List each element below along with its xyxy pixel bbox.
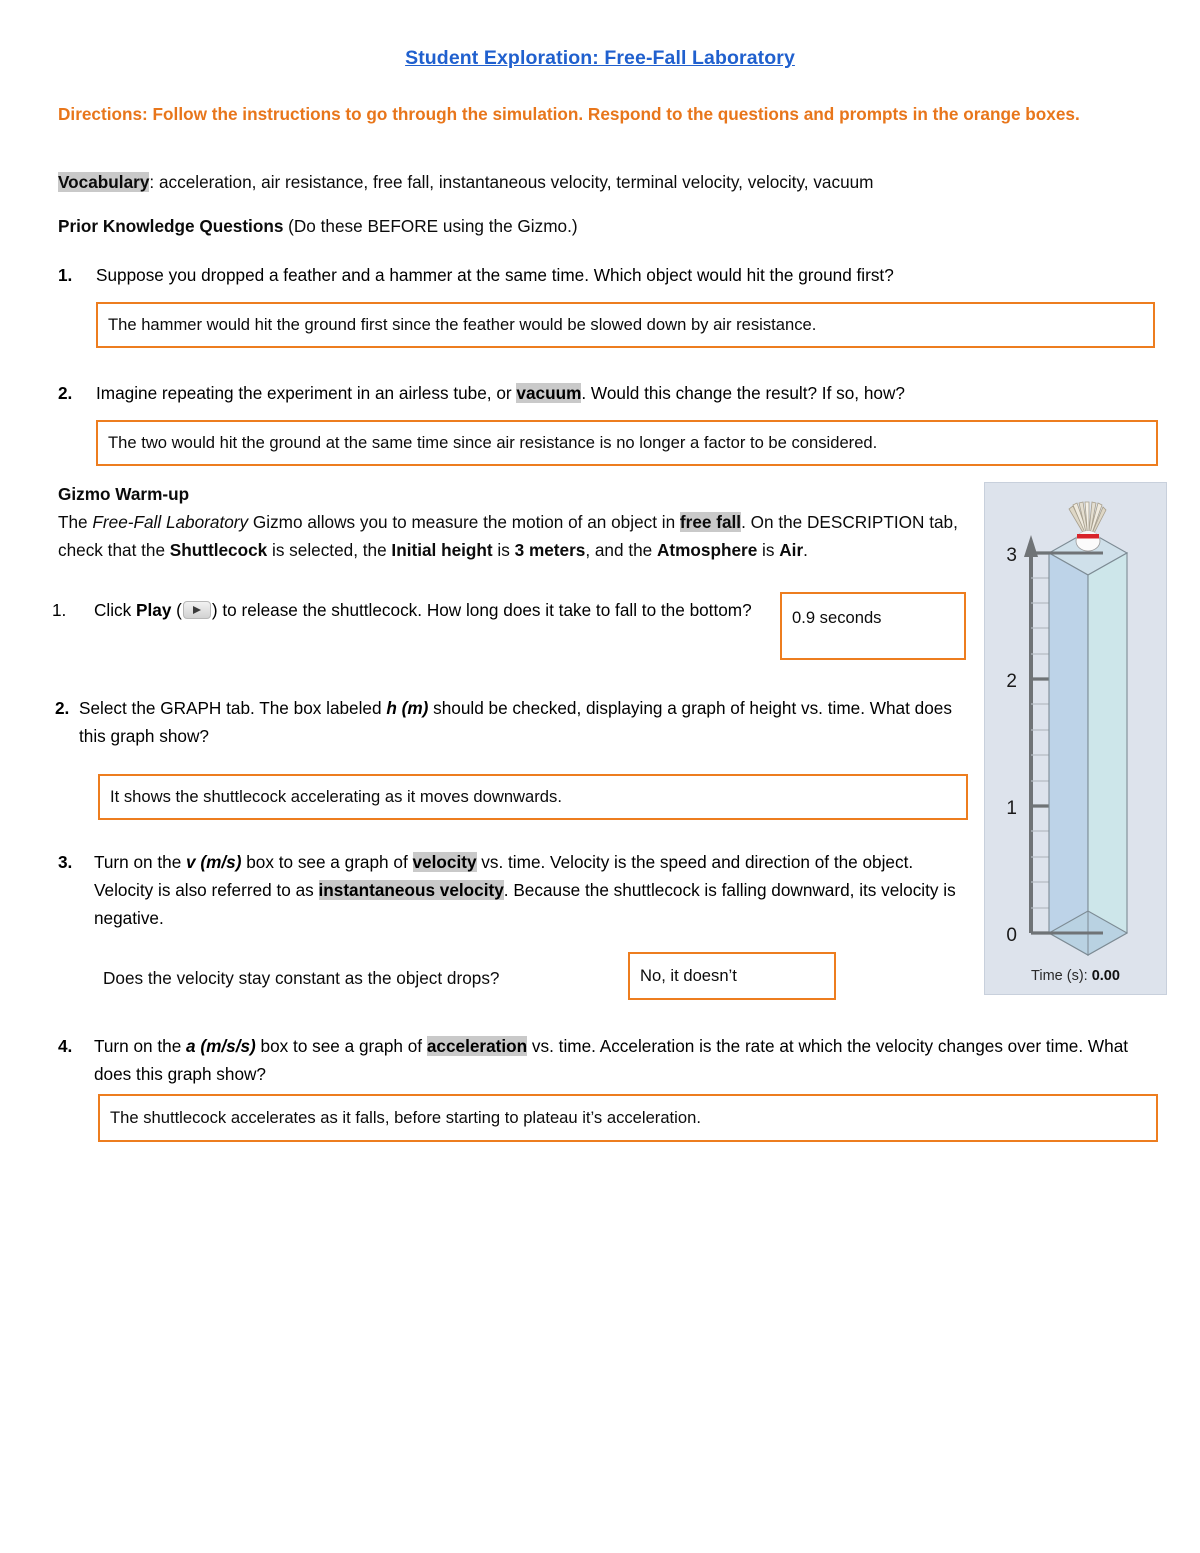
- warmup-para-3: . On the DESCRIPTION tab, check that the: [58, 512, 958, 560]
- prior-answer-box-1[interactable]: [96, 302, 1155, 348]
- page-title: Student Exploration: Free-Fall Laboratory: [405, 47, 795, 69]
- gizmo-tube-diagram: [985, 483, 1166, 994]
- warmup-para-5: is: [492, 540, 515, 560]
- prior-question-2-number: 2.: [58, 383, 73, 403]
- prior-answer-1-text: The hammer would hit the ground first since the feather would be slowed down by air resistance.: [108, 315, 817, 334]
- vocabulary-line: [58, 168, 1148, 196]
- prior-question-1: [58, 261, 1058, 289]
- axis-tick-3: 3: [1006, 545, 1017, 566]
- warmup-item-3-text: [94, 848, 963, 932]
- vocabulary-terms: acceleration, air resistance, free fall, instantaneous velocity, terminal velocity, velocity, vacuum: [158, 172, 874, 192]
- warmup-item-2-text-2: should be checked, displaying a graph of height vs. time. What does this graph show?: [79, 698, 952, 746]
- warmup-para-bold-5: Air: [779, 540, 804, 560]
- warmup-item-4-text-3: vs. time. Acceleration is the rate at which the velocity changes over time. What does this graph show?: [94, 1036, 1129, 1084]
- prior-question-2-highlight: vacuum: [516, 383, 582, 403]
- time-readout: [985, 968, 1166, 984]
- prior-question-2-prompt-part2: . Would this change the result? If so, how?: [581, 383, 905, 403]
- prior-answer-2-text: The two would hit the ground at the same time since air resistance is no longer a factor to be considered.: [108, 433, 878, 452]
- warmup-item-2-text-1: Select the GRAPH tab. The box labeled: [79, 698, 387, 718]
- warmup-para-bold-4: Atmosphere: [657, 540, 758, 560]
- vocabulary-label: Vocabulary: [58, 172, 150, 192]
- warmup-item-1-number: 1.: [52, 600, 67, 620]
- warmup-para-italic: Free-Fall Laboratory: [92, 512, 249, 532]
- warmup-item-2-text: [79, 694, 965, 750]
- warmup-heading: [58, 480, 958, 508]
- prior-question-2-prompt-part1: Imagine repeating the experiment in an airless tube, or: [96, 383, 517, 403]
- gizmo-simulation-panel[interactable]: [984, 482, 1167, 995]
- prior-knowledge-heading: [58, 212, 1148, 240]
- warmup-answer-4-text: The shuttlecock accelerates as it falls, before starting to plateau it’s acceleration.: [110, 1108, 701, 1127]
- warmup-item-3-text-1: Turn on the: [94, 852, 187, 872]
- warmup-answer-3-text: No, it doesn’t: [640, 966, 737, 985]
- warmup-para-bold-1: Shuttlecock: [169, 540, 268, 560]
- play-icon[interactable]: [183, 601, 211, 619]
- warmup-para-6: , and the: [585, 540, 657, 560]
- warmup-para-1: The: [58, 512, 93, 532]
- warmup-item-3-number: 3.: [58, 852, 73, 872]
- directions-text: Directions: Follow the instructions to go through the simulation. Respond to the questions and prompts in the orange boxes.: [58, 104, 1080, 124]
- warmup-answer-1-text: 0.9 seconds: [792, 608, 882, 627]
- warmup-answer-box-1[interactable]: [780, 592, 966, 660]
- prior-knowledge-heading-bold: Prior Knowledge Questions: [58, 216, 289, 236]
- prior-question-2: [58, 379, 1108, 407]
- warmup-para-2: Gizmo allows you to measure the motion of an object in: [248, 512, 680, 532]
- warmup-item-2-bolditalic: h (m): [386, 698, 429, 718]
- axis-tick-1: 1: [1006, 798, 1017, 819]
- axis-tick-2: 2: [1006, 671, 1017, 692]
- warmup-paragraph: [58, 508, 963, 564]
- warmup-item-1-bold: Play: [136, 600, 172, 620]
- time-readout-label: Time (s):: [1031, 968, 1092, 984]
- prior-question-1-prompt: Suppose you dropped a feather and a hammer at the same time. Which object would hit the ground first?: [96, 265, 894, 285]
- prior-question-2-prompt: [96, 379, 1108, 407]
- warmup-item-4-bolditalic: a (m/s/s): [186, 1036, 256, 1056]
- warmup-answer-box-3[interactable]: [628, 952, 836, 1000]
- warmup-heading-text: Gizmo Warm-up: [58, 484, 190, 504]
- warmup-item-4-highlight-1: acceleration: [426, 1036, 528, 1056]
- warmup-item-3-bolditalic: v (m/s): [186, 852, 242, 872]
- warmup-para-4: is selected, the: [267, 540, 392, 560]
- warmup-para-bold-3: 3 meters: [514, 540, 586, 560]
- axis-tick-0: 0: [1006, 925, 1017, 946]
- warmup-item-1-text: [94, 596, 772, 624]
- warmup-item-1-text-1: Click: [94, 600, 137, 620]
- warmup-item-1-text-2: (: [171, 600, 182, 620]
- warmup-item-4-number: 4.: [58, 1036, 73, 1056]
- warmup-para-7: is: [757, 540, 780, 560]
- prior-answer-box-2[interactable]: [96, 420, 1158, 466]
- warmup-item-4: [58, 1032, 1158, 1088]
- warmup-answer-2-text: It shows the shuttlecock accelerating as it moves downwards.: [110, 787, 562, 806]
- warmup-item-4-text-2: box to see a graph of: [255, 1036, 427, 1056]
- warmup-item-2: [55, 694, 965, 750]
- warmup-answer-box-2[interactable]: [98, 774, 968, 820]
- warmup-item-3-text-2: box to see a graph of: [241, 852, 413, 872]
- warmup-para-bold-2: Initial height: [391, 540, 493, 560]
- warmup-item-3-text-3: vs. time. Velocity is the speed and direction of the object. Velocity is also referred to as: [94, 852, 914, 900]
- warmup-item-3-subquestion: Does the velocity stay constant as the object drops?: [103, 968, 500, 988]
- warmup-item-3-highlight-2: instantaneous velocity: [318, 880, 504, 900]
- prior-knowledge-heading-rest: (Do these BEFORE using the Gizmo.): [288, 216, 578, 236]
- warmup-item-3-text-4: . Because the shuttlecock is falling downward, its velocity is negative.: [94, 880, 956, 928]
- warmup-answer-box-4[interactable]: [98, 1094, 1158, 1142]
- warmup-item-2-number: 2.: [55, 698, 70, 718]
- warmup-item-3-highlight-1: velocity: [412, 852, 477, 872]
- warmup-item-1-text-3: ) to release the shuttlecock. How long does it take to fall to the bottom?: [211, 600, 752, 620]
- warmup-item-3: [58, 848, 963, 932]
- vocabulary-separator: :: [149, 172, 159, 192]
- warmup-item-1: [52, 596, 772, 624]
- prior-question-1-number: 1.: [58, 265, 73, 285]
- warmup-item-4-text: [94, 1032, 1158, 1088]
- warmup-para-8: .: [803, 540, 808, 560]
- warmup-para-highlight: free fall: [679, 512, 742, 532]
- time-readout-value: 0.00: [1091, 968, 1120, 984]
- warmup-item-4-text-1: Turn on the: [94, 1036, 187, 1056]
